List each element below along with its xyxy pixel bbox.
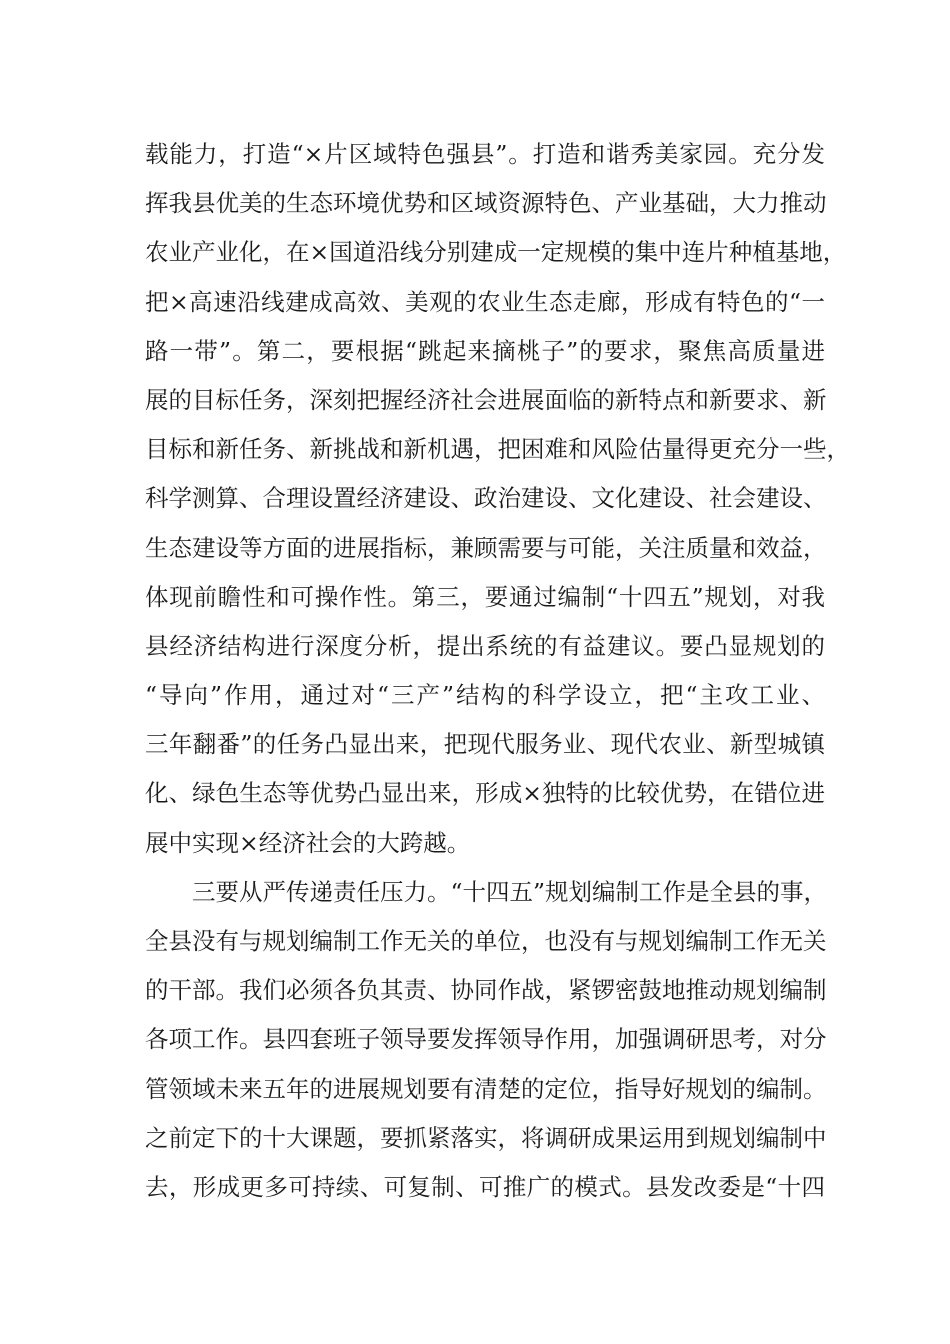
text-line: 生态建设等方面的进展指标，兼顾需要与可能，关注质量和效益， bbox=[145, 533, 827, 562]
text-line: 载能力，打造“×片区域特色强县”。打造和谐秀美家园。充分发 bbox=[145, 140, 825, 168]
text-line: 化、绿色生态等优势凸显出来，形成×独特的比较优势，在错位进 bbox=[145, 779, 825, 808]
text-line: 去，形成更多可持续、可复制、可推广的模式。县发改委是“十四 bbox=[145, 1172, 825, 1201]
text-line: 体现前瞻性和可操作性。第三，要通过编制“十四五”规划，对我 bbox=[145, 582, 825, 611]
text-line: 之前定下的十大课题，要抓紧落实，将调研成果运用到规划编制中 bbox=[145, 1123, 827, 1152]
text-line: 县经济结构进行深度分析，提出系统的有益建议。要凸显规划的 bbox=[145, 631, 825, 660]
text-line: 科学测算、合理设置经济建设、政治建设、文化建设、社会建设、 bbox=[145, 484, 827, 513]
text-line: 农业产业化，在×国道沿线分别建成一定规模的集中连片种植基地， bbox=[145, 238, 847, 267]
text-line: 各项工作。县四套班子领导要发挥领导作用，加强调研思考，对分 bbox=[145, 1025, 827, 1054]
body-text bbox=[145, 130, 850, 1212]
text-line: 三年翻番”的任务凸显出来，把现代服务业、现代农业、新型城镇 bbox=[145, 730, 825, 759]
paragraph-start-line: 三要从严传递责任压力。“十四五”规划编制工作是全县的事， bbox=[192, 877, 828, 906]
text-line: 全县没有与规划编制工作无关的单位，也没有与规划编制工作无关 bbox=[145, 927, 827, 955]
text-line: 目标和新任务、新挑战和新机遇，把困难和风险估量得更充分一些， bbox=[145, 435, 850, 464]
text-line: 路一带”。第二，要根据“跳起来摘桃子”的要求，聚焦高质量进 bbox=[145, 336, 825, 365]
text-line: 挥我县优美的生态环境优势和区域资源特色、产业基础，大力推动 bbox=[145, 189, 827, 218]
text-line: 的干部。我们必须各负其责、协同作战，紧锣密鼓地推动规划编制 bbox=[145, 976, 827, 1005]
text-line: “导向”作用，通过对“三产”结构的科学设立，把“主攻工业、 bbox=[145, 681, 825, 710]
text-line: 管领域未来五年的进展规划要有清楚的定位，指导好规划的编制。 bbox=[145, 1074, 827, 1103]
text-line: 把×高速沿线建成高效、美观的农业生态走廊，形成有特色的“一 bbox=[145, 287, 825, 316]
paragraph-end-line: 展中实现×经济社会的大跨越。 bbox=[145, 828, 471, 857]
text-line: 展的目标任务，深刻把握经济社会进展面临的新特点和新要求、新 bbox=[145, 385, 827, 414]
